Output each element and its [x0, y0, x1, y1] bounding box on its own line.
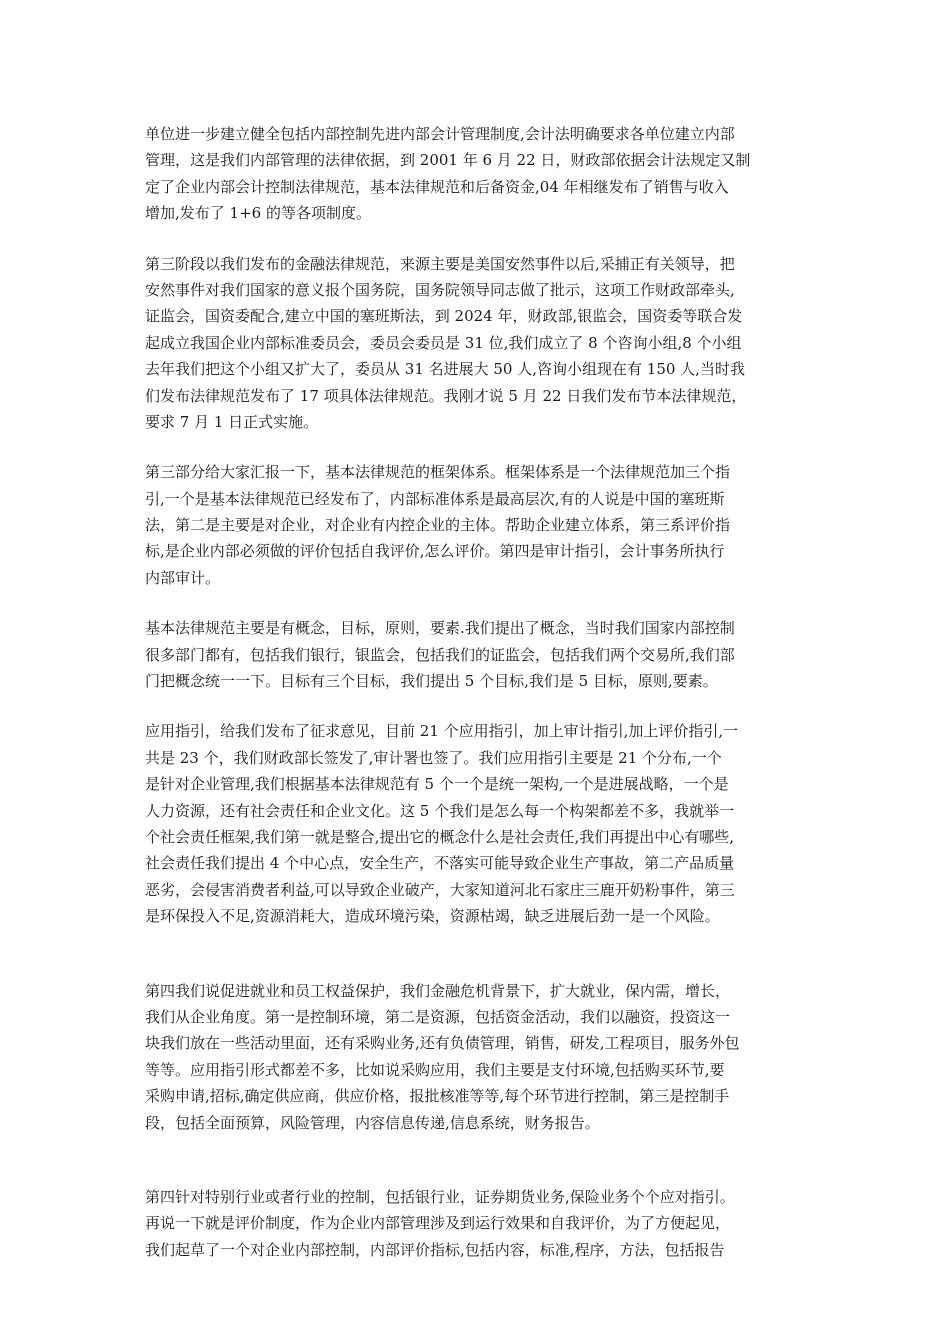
text-line: 引,一个是基本法律规范已经发布了，内部标准体系是最高层次,有的人说是中国的塞班斯	[145, 489, 725, 508]
text-line: 等等。应用指引形式都差不多，比如说采购应用，我们主要是支付环境,包括购买环节,要	[145, 1060, 725, 1079]
paragraph-2	[145, 251, 810, 436]
text-line: 标,是企业内部必须做的评价包括自我评价,怎么评价。第四是审计指引，会计事务所执行	[145, 542, 725, 561]
text-line: 法，第二是主要是对企业，对企业有内控企业的主体。帮助企业建立体系，第三系评价指	[145, 516, 731, 535]
text-line: 人力资源，还有社会责任和企业文化。这 5 个我们是怎么每一个构架都差不多，我就举一	[145, 801, 735, 820]
text-line: 共是 23 个，我们财政部长签发了,审计署也签了。我们应用指引主要是 21 个分布,一个	[145, 748, 722, 767]
paragraph-7	[145, 1184, 810, 1263]
text-line: 证监会，国资委配合,建立中国的塞班斯法，到 2024 年，财政部,银监会，国资委等联合发	[145, 307, 743, 326]
text-line: 段，包括全面预算，风险管理，内容信息传递,信息系统，财务报告。	[145, 1113, 600, 1132]
text-line: 是针对企业管理,我们根据基本法律规范有 5 个一个是统一架构,一个是进展战略，一个是	[145, 775, 729, 794]
text-line: 门把概念统一一下。目标有三个目标，我们提出 5 个目标,我们是 5 目标，原则,要素。	[145, 672, 718, 691]
text-line: 我们起草了一个对企业内部控制，内部评价指标,包括内容，标准,程序，方法，包括报告	[145, 1240, 725, 1259]
text-line: 安然事件对我们国家的意义报个国务院，国务院领导同志做了批示，这项工作财政部牵头,	[145, 280, 735, 299]
text-line: 定了企业内部会计控制法律规范，基本法律规范和后备资金,04 年相继发布了销售与收入	[145, 177, 729, 196]
text-line: 很多部门都有，包括我们银行，银监会，包括我们的证监会，包括我们两个交易所,我们部	[145, 645, 735, 664]
text-line: 第四我们说促进就业和员工权益保护，我们金融危机背景下，扩大就业，保内需，增长，	[145, 981, 731, 1000]
paragraph-gap	[145, 930, 810, 978]
paragraph-4	[145, 615, 810, 694]
paragraph-6	[145, 978, 810, 1136]
text-line: 是环保投入不足,资源消耗大，造成环境污染，资源枯竭，缺乏进展后劲一是一个风险。	[145, 907, 720, 926]
text-line: 块我们放在一些活动里面，还有采购业务,还有负债管理，销售，研发,工程项目，服务外包	[145, 1034, 740, 1053]
text-line: 第三部分给大家汇报一下，基本法律规范的框架体系。框架体系是一个法律规范加三个指	[145, 463, 731, 482]
paragraph-5	[145, 718, 810, 929]
text-line: 我们从企业角度。第一是控制环境，第二是资源，包括资金活动，我们以融资，投资这一	[145, 1007, 731, 1026]
paragraph-1	[145, 121, 810, 227]
text-line: 恶劣，会侵害消费者利益,可以导致企业破产，大家知道河北石家庄三鹿开奶粉事件，第三	[145, 880, 735, 899]
paragraph-gap	[145, 694, 810, 718]
paragraph-gap	[145, 591, 810, 615]
text-line: 第四针对特别行业或者行业的控制，包括银行业，证券期货业务,保险业务个个应对指引。	[145, 1187, 735, 1206]
text-line: 再说一下就是评价制度，作为企业内部管理涉及到运行效果和自我评价，为了方便起见，	[145, 1214, 731, 1233]
paragraph-3	[145, 459, 810, 591]
text-line: 去年我们把这个小组又扩大了，委员从 31 名进展大 50 人,咨询小组现在有 150 人,当时我	[145, 360, 745, 379]
text-line: 个社会责任框架,我们第一就是整合,提出它的概念什么是社会责任,我们再提出中心有哪些,	[145, 827, 735, 846]
text-line: 增加,发布了 1+6 的等各项制度。	[145, 204, 371, 223]
document-page	[145, 121, 810, 1263]
text-line: 应用指引，给我们发布了征求意见，目前 21 个应用指引，加上审计指引,加上评价指引,一	[145, 722, 739, 741]
text-line: 采购申请,招标,确定供应商，供应价格，报批核准等等,每个环节进行控制，第三是控制手	[145, 1087, 730, 1106]
text-line: 第三阶段以我们发布的金融法律规范，来源主要是美国安然事件以后,采捕正有关领导，把	[145, 254, 735, 273]
paragraph-gap	[145, 227, 810, 251]
text-line: 社会责任我们提出 4 个中心点，安全生产，不落实可能导致企业生产事故，第二产品质量	[145, 854, 735, 873]
text-line: 们发布法律规范发布了 17 项具体法律规范。我刚才说 5 月 22 日我们发布节本法律规范，	[145, 386, 747, 405]
text-line: 要求 7 月 1 日正式实施。	[145, 412, 319, 431]
paragraph-gap	[145, 1136, 810, 1184]
text-line: 起成立我国企业内部标准委员会，委员会委员是 31 位,我们成立了 8 个咨询小组,8 个小组	[145, 333, 742, 352]
text-line: 内部审计。	[145, 568, 221, 587]
text-line: 单位进一步建立健全包括内部控制先进内部会计管理制度,会计法明确要求各单位建立内部	[145, 125, 735, 143]
paragraph-gap	[145, 435, 810, 459]
text-line: 基本法律规范主要是有概念，目标，原则，要素.我们提出了概念，当时我们国家内部控制	[145, 619, 735, 638]
text-line: 管理，这是我们内部管理的法律依据，到 2001 年 6 月 22 日，财政部依据会计法规定又制	[145, 151, 751, 170]
